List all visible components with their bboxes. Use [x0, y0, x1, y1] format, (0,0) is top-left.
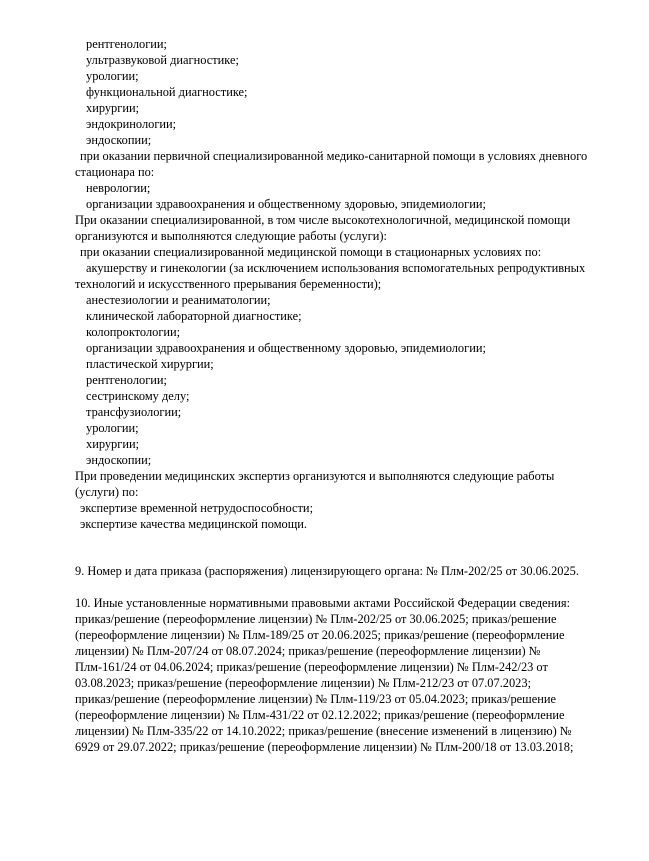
document-text-block: [75, 36, 588, 755]
document-line: неврологии;: [86, 181, 151, 195]
document-line: приказ/решение (переоформление лицензии) № Плм-119/23 от 05.04.2023; приказ/решение: [75, 692, 556, 706]
document-line: трансфузиологии;: [86, 405, 182, 419]
other-info-section: [75, 595, 580, 755]
document-line: эндоскопии;: [86, 453, 152, 467]
document-line: рентгенологии;: [86, 37, 167, 51]
document-line: лицензии) № Плм-207/24 от 08.07.2024; приказ/решение (переоформление лицензии) №: [75, 644, 541, 658]
document-line: организуются и выполняются следующие работы (услуги):: [75, 229, 387, 243]
document-line: экспертизе временной нетрудоспособности;: [80, 501, 314, 515]
document-line: сестринскому делу;: [86, 389, 190, 403]
document-line: ультразвуковой диагностике;: [86, 53, 239, 67]
document-line: Плм-161/24 от 04.06.2024; приказ/решение (переоформление лицензии) № Плм-242/23 от: [75, 660, 548, 674]
document-line: 03.08.2023; приказ/решение (переоформление лицензии) № Плм-212/23 от 07.07.2023;: [75, 676, 532, 690]
document-line: (переоформление лицензии) № Плм-431/22 от 02.12.2022; приказ/решение (переоформление: [75, 708, 565, 722]
document-line: (переоформление лицензии) № Плм-189/25 от 20.06.2025; приказ/решение (переоформление: [75, 628, 565, 642]
document-line: функциональной диагностике;: [86, 85, 248, 99]
document-line: стационара по:: [75, 165, 155, 179]
document-line: эндоскопии;: [86, 133, 152, 147]
document-line: 10. Иные установленные нормативными правовыми актами Российской Федерации сведения:: [75, 596, 571, 610]
document-line: (услуги) по:: [75, 485, 139, 499]
document-line: рентгенологии;: [86, 373, 167, 387]
document-line: При оказании специализированной, в том числе высокотехнологичной, медицинской помощи: [75, 213, 571, 227]
document-line: пластической хирургии;: [86, 357, 214, 371]
document-line: акушерству и гинекологии (за исключением использования вспомогательных репродуктивных: [86, 261, 586, 275]
document-line: урологии;: [86, 69, 139, 83]
document-line: технологий и искусственного прерывания беременности);: [75, 277, 382, 291]
document-line: при оказании специализированной медицинской помощи в стационарных условиях по:: [80, 245, 542, 259]
document-line: хирургии;: [86, 437, 140, 451]
document-line: анестезиологии и реаниматологии;: [86, 293, 271, 307]
document-line: приказ/решение (переоформление лицензии) № Плм-202/25 от 30.06.2025; приказ/решение: [75, 612, 557, 626]
document-line: колопроктологии;: [86, 325, 181, 339]
works-services-section: [75, 36, 588, 532]
document-line: экспертизе качества медицинской помощи.: [80, 517, 308, 531]
document-line: клинической лабораторной диагностике;: [86, 309, 302, 323]
document-line: 9. Номер и дата приказа (распоряжения) лицензирующего органа: № Плм-202/25 от 30.06.2025.: [75, 564, 579, 578]
document-line: организации здравоохранения и общественному здоровью, эпидемиологии;: [86, 197, 486, 211]
document-line: урологии;: [86, 421, 139, 435]
document-line: организации здравоохранения и общественному здоровью, эпидемиологии;: [86, 341, 486, 355]
order-number-section: [75, 563, 580, 579]
document-line: При проведении медицинских экспертиз организуются и выполняются следующие работы: [75, 469, 555, 483]
document-line: хирургии;: [86, 101, 140, 115]
document-line: при оказании первичной специализированной медико-санитарной помощи в условиях дневного: [80, 149, 588, 163]
document-line: лицензии) № Плм-335/22 от 14.10.2022; приказ/решение (внесение изменений в лицензию) №: [75, 724, 572, 738]
document-line: эндокринологии;: [86, 117, 177, 131]
document-line: 6929 от 29.07.2022; приказ/решение (переоформление лицензии) № Плм-200/18 от 13.03.2018;: [75, 740, 574, 754]
